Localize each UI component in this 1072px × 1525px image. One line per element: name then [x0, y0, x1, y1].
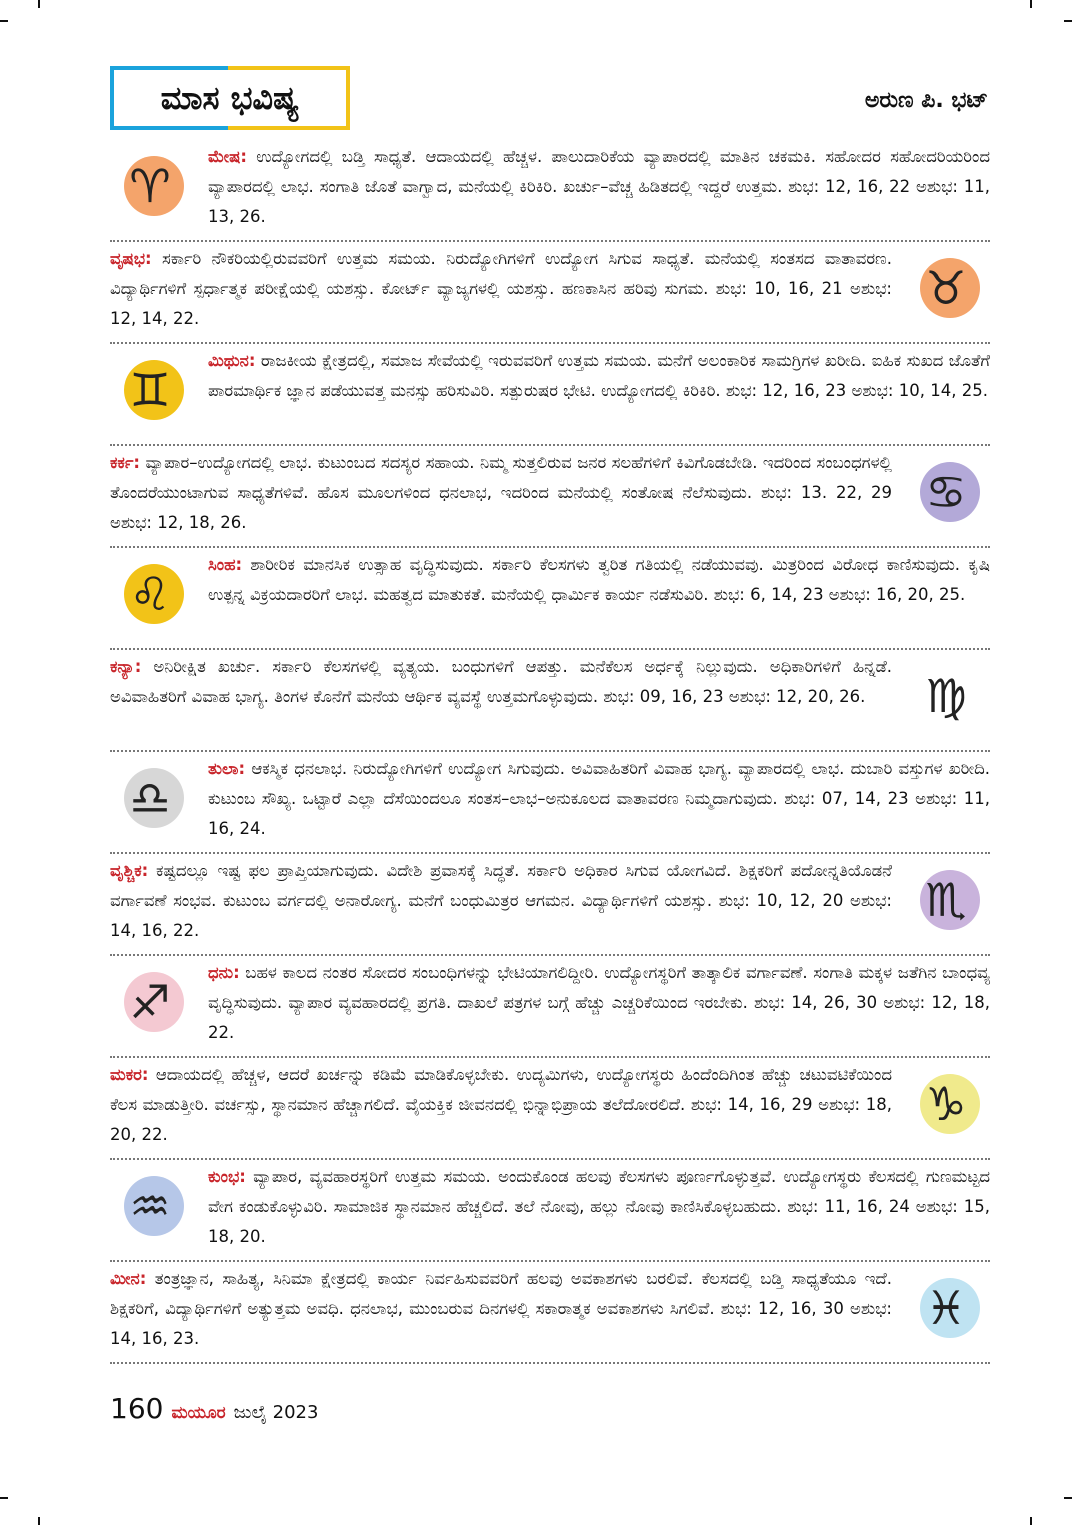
svg-text:♎: ♎ — [129, 771, 171, 825]
sign-label: ಮೀನ: — [110, 1269, 147, 1288]
sign-label: ಮೇಷ: — [208, 147, 247, 166]
svg-text:♌: ♌ — [129, 567, 171, 621]
libra-scales-icon — [110, 760, 190, 840]
crop-mark — [38, 0, 40, 8]
pisces-fish-icon — [906, 1270, 986, 1350]
entry-text — [208, 1162, 990, 1252]
crop-mark — [0, 1497, 8, 1499]
gemini-twins-icon — [110, 352, 190, 432]
author-name: ಅರುಣ ಪಿ. ಭಟ್ — [864, 88, 988, 113]
page-title: ಮಾಸ ಭವಿಷ್ಯ — [160, 79, 300, 117]
prediction-text: ಶಾರೀರಿಕ ಮಾನಸಿಕ ಉತ್ಸಾಹ ವೃದ್ಧಿಸುವುದು. ಸರ್ಕಾರಿ ಕೆಲಸಗಳು ತ್ವರಿತ ಗತಿಯಲ್ಲಿ ನಡೆಯುವವು. ಮಿತ್ರರಿಂದ ವಿರೋಧ ಕಾಣಿಸುವುದು. ಕೃಷಿ ಉತ್ಪನ್ನ ವಿಕ್ರಯದಾರರಿಗೆ ಲಾಭ. ಮಹತ್ವದ ಮಾತುಕತೆ. ಮನೆಯಲ್ಲಿ ಧಾರ್ಮಿಕ ಕಾರ್ಯ ನಡೆಸುವಿರಿ. ಶುಭ: 6, 14, 23 ಅಶುಭ: 16, 20, 25. — [208, 555, 990, 604]
sign-label: ಸಿಂಹ: — [208, 555, 243, 574]
sign-label: ಧನು: — [208, 963, 240, 982]
scorpio-scorpion-icon — [906, 862, 986, 942]
svg-text:♋: ♋ — [925, 465, 967, 519]
entry-text — [110, 244, 892, 334]
horoscope-entry — [110, 1060, 990, 1160]
virgo-maiden-icon — [906, 658, 986, 738]
aquarius-pitcher-icon — [110, 1168, 190, 1248]
svg-text:♊: ♊ — [129, 363, 171, 417]
sign-label: ಕನ್ಯಾ: — [110, 657, 142, 676]
crop-mark — [0, 20, 8, 22]
svg-text:♒: ♒ — [129, 1179, 171, 1233]
prediction-text: ತಂತ್ರಜ್ಞಾನ, ಸಾಹಿತ್ಯ, ಸಿನಿಮಾ ಕ್ಷೇತ್ರದಲ್ಲಿ ಕಾರ್ಯ ನಿರ್ವಹಿಸುವವರಿಗೆ ಹಲವು ಅವಕಾಶಗಳು ಬರಲಿವೆ. ಕೆಲಸದಲ್ಲಿ ಬಡ್ತಿ ಸಾಧ್ಯತೆಯೂ ಇದೆ. ಶಿಕ್ಷಕರಿಗೆ, ವಿದ್ಯಾರ್ಥಿಗಳಿಗೆ ಅತ್ಯುತ್ತಮ ಅವಧಿ. ಧನಲಾಭ, ಮುಂಬರುವ ದಿನಗಳಲ್ಲಿ ಸಕಾರಾತ್ಮಕ ಅವಕಾಶಗಳು ಸಿಗಲಿವೆ. ಶುಭ: 12, 16, 30 ಅಶುಭ: 14, 16, 23. — [110, 1269, 892, 1348]
entry-text — [110, 856, 892, 946]
svg-text:♍: ♍ — [925, 669, 967, 723]
prediction-text: ಬಹಳ ಕಾಲದ ನಂತರ ಸೋದರ ಸಂಬಂಧಿಗಳನ್ನು ಭೇಟಿಯಾಗಲಿದ್ದೀರಿ. ಉದ್ಯೋಗಸ್ಥರಿಗೆ ತಾತ್ಕಾಲಿಕ ವರ್ಗಾವಣೆ. ಸಂಗಾತಿ ಮಕ್ಕಳ ಜತೆಗಿನ ಬಾಂಧವ್ಯ ವೃದ್ಧಿಸುವುದು. ವ್ಯಾಪಾರ ವ್ಯವಹಾರದಲ್ಲಿ ಪ್ರಗತಿ. ದಾಖಲೆ ಪತ್ರಗಳ ಬಗ್ಗೆ ಹೆಚ್ಚು ಎಚ್ಚರಿಕೆಯಿಂದ ಇರಬೇಕು. ಶುಭ: 14, 26, 30 ಅಶುಭ: 12, 18, 22. — [208, 963, 990, 1042]
horoscope-entry — [110, 856, 990, 956]
taurus-bull-icon — [906, 250, 986, 330]
crop-mark — [1030, 0, 1032, 8]
prediction-text: ಕಷ್ಟದಲ್ಲೂ ಇಷ್ಟ ಫಲ ಪ್ರಾಪ್ತಿಯಾಗುವುದು. ವಿದೇಶಿ ಪ್ರವಾಸಕ್ಕೆ ಸಿದ್ಧತೆ. ಸರ್ಕಾರಿ ಅಧಿಕಾರ ಸಿಗುವ ಯೋಗವಿದೆ. ಶಿಕ್ಷಕರಿಗೆ ಪದೋನ್ನತಿಯೊಡನೆ ವರ್ಗಾವಣೆ ಸಂಭವ. ಕುಟುಂಬ ವರ್ಗದಲ್ಲಿ ಅನಾರೋಗ್ಯ. ಮನೆಗೆ ಬಂಧುಮಿತ್ರರ ಆಗಮನ. ವಿದ್ಯಾರ್ಥಿಗಳಿಗೆ ಯಶಸ್ಸು. ಶುಭ: 10, 12, 20 ಅಶುಭ: 14, 16, 22. — [110, 861, 892, 940]
entry-text — [110, 448, 892, 538]
entry-text — [110, 652, 892, 712]
sagittarius-archer-icon — [110, 964, 190, 1044]
prediction-text: ರಾಜಕೀಯ ಕ್ಷೇತ್ರದಲ್ಲಿ, ಸಮಾಜ ಸೇವೆಯಲ್ಲಿ ಇರುವವರಿಗೆ ಉತ್ತಮ ಸಮಯ. ಮನೆಗೆ ಅಲಂಕಾರಿಕ ಸಾಮಗ್ರಿಗಳ ಖರೀದಿ. ಐಹಿಕ ಸುಖದ ಜೊತೆಗೆ ಪಾರಮಾರ್ಥಿಕ ಜ್ಞಾನ ಪಡೆಯುವತ್ತ ಮನಸ್ಸು ಹರಿಸುವಿರಿ. ಸತ್ಪುರುಷರ ಭೇಟಿ. ಉದ್ಯೋಗದಲ್ಲಿ ಕಿರಿಕಿರಿ. ಶುಭ: 12, 16, 23 ಅಶುಭ: 10, 14, 25. — [208, 351, 990, 400]
horoscope-entry — [110, 550, 990, 650]
leo-lion-icon — [110, 556, 190, 636]
crop-mark — [1064, 1497, 1072, 1499]
prediction-text: ಉದ್ಯೋಗದಲ್ಲಿ ಬಡ್ತಿ ಸಾಧ್ಯತೆ. ಆದಾಯದಲ್ಲಿ ಹೆಚ್ಚಳ. ಪಾಲುದಾರಿಕೆಯ ವ್ಯಾಪಾರದಲ್ಲಿ ಮಾತಿನ ಚಕಮಕಿ. ಸಹೋದರ ಸಹೋದರಿಯರಿಂದ ವ್ಯಾಪಾರದಲ್ಲಿ ಲಾಭ. ಸಂಗಾತಿ ಜೊತೆ ವಾಗ್ವಾದ, ಮನೆಯಲ್ಲಿ ಕಿರಿಕಿರಿ. ಖರ್ಚು–ವೆಚ್ಚ ಹಿಡಿತದಲ್ಲಿ ಇದ್ದರೆ ಉತ್ತಮ. ಶುಭ: 12, 16, 22 ಅಶುಭ: 11, 13, 26. — [208, 147, 990, 226]
sign-label: ಮಕರ: — [110, 1065, 149, 1084]
svg-text:♈: ♈ — [129, 159, 171, 213]
entry-text — [208, 754, 990, 844]
page-number: 160 — [110, 1392, 164, 1425]
crop-mark — [1030, 1517, 1032, 1525]
capricorn-crocodile-icon — [906, 1066, 986, 1146]
horoscope-entry — [110, 244, 990, 344]
horoscope-entry — [110, 652, 990, 752]
entry-text — [110, 1264, 892, 1354]
entry-text — [208, 958, 990, 1048]
horoscope-entry — [110, 142, 990, 242]
horoscope-entry — [110, 1264, 990, 1364]
svg-text:♏: ♏ — [925, 873, 967, 927]
prediction-text: ಅನಿರೀಕ್ಷಿತ ಖರ್ಚು. ಸರ್ಕಾರಿ ಕೆಲಸಗಳಲ್ಲಿ ವ್ಯತ್ಯಯ. ಬಂಧುಗಳಿಗೆ ಆಪತ್ತು. ಮನೆಕೆಲಸ ಅರ್ಧಕ್ಕೆ ನಿಲ್ಲುವುದು. ಅಧಿಕಾರಿಗಳಿಗೆ ಹಿನ್ನಡೆ. ಅವಿವಾಹಿತರಿಗೆ ವಿವಾಹ ಭಾಗ್ಯ. ತಿಂಗಳ ಕೊನೆಗೆ ಮನೆಯ ಆರ್ಥಿಕ ವ್ಯವಸ್ಥೆ ಉತ್ತಮಗೊಳ್ಳುವುದು. ಶುಭ: 09, 16, 23 ಅಶುಭ: 12, 20, 26. — [110, 657, 892, 706]
sign-label: ವೃಷಭ: — [110, 249, 152, 268]
horoscope-entry — [110, 1162, 990, 1262]
entry-text — [110, 1060, 892, 1150]
sign-label: ತುಲಾ: — [208, 759, 246, 778]
prediction-text: ವ್ಯಾಪಾರ, ವ್ಯವಹಾರಸ್ಥರಿಗೆ ಉತ್ತಮ ಸಮಯ. ಅಂದುಕೊಂಡ ಹಲವು ಕೆಲಸಗಳು ಪೂರ್ಣಗೊಳ್ಳುತ್ತವೆ. ಉದ್ಯೋಗಸ್ಥರು ಕೆಲಸದಲ್ಲಿ ಗುಣಮಟ್ಟದ ವೇಗ ಕಂಡುಕೊಳ್ಳುವಿರಿ. ಸಾಮಾಜಿಕ ಸ್ಥಾನಮಾನ ಹೆಚ್ಚಲಿದೆ. ತಲೆ ನೋವು, ಹಲ್ಲು ನೋವು ಕಾಣಿಸಿಕೊಳ್ಳಬಹುದು. ಶುಭ: 11, 16, 24 ಅಶುಭ: 15, 18, 20. — [208, 1167, 990, 1246]
page-footer — [110, 1392, 318, 1425]
cancer-crab-icon — [906, 454, 986, 534]
sign-label: ಮಿಥುನ: — [208, 351, 256, 370]
sign-label: ಕುಂಭ: — [208, 1167, 246, 1186]
aries-ram-icon — [110, 148, 190, 228]
crop-mark — [1064, 20, 1072, 22]
horoscope-entry — [110, 346, 990, 446]
entry-text — [208, 550, 990, 610]
prediction-text: ಆಕಸ್ಮಿಕ ಧನಲಾಭ. ನಿರುದ್ಯೋಗಿಗಳಿಗೆ ಉದ್ಯೋಗ ಸಿಗುವುದು. ಅವಿವಾಹಿತರಿಗೆ ವಿವಾಹ ಭಾಗ್ಯ. ವ್ಯಾಪಾರದಲ್ಲಿ ಲಾಭ. ದುಬಾರಿ ವಸ್ತುಗಳ ಖರೀದಿ. ಕುಟುಂಬ ಸೌಖ್ಯ. ಒಟ್ಟಾರೆ ಎಲ್ಲಾ ದೆಸೆಯಿಂದಲೂ ಸಂತಸ–ಲಾಭ–ಅನುಕೂಲದ ವಾತಾವರಣ ನಿಮ್ಮದಾಗುವುದು. ಶುಭ: 07, 14, 23 ಅಶುಭ: 11, 16, 24. — [208, 759, 990, 838]
sign-label: ಕರ್ಕ: — [110, 453, 140, 472]
crop-mark — [38, 1517, 40, 1525]
prediction-text: ಸರ್ಕಾರಿ ನೌಕರಿಯಲ್ಲಿರುವವರಿಗೆ ಉತ್ತಮ ಸಮಯ. ನಿರುದ್ಯೋಗಿಗಳಿಗೆ ಉದ್ಯೋಗ ಸಿಗುವ ಸಾಧ್ಯತೆ. ಮನೆಯಲ್ಲಿ ಸಂತಸದ ವಾತಾವರಣ. ವಿದ್ಯಾರ್ಥಿಗಳಿಗೆ ಸ್ಪರ್ಧಾತ್ಮಕ ಪರೀಕ್ಷೆಯಲ್ಲಿ ಯಶಸ್ಸು. ಕೋರ್ಟ್ ವ್ಯಾಜ್ಯಗಳಲ್ಲಿ ಯಶಸ್ಸು. ಹಣಕಾಸಿನ ಹರಿವು ಸುಗಮ. ಶುಭ: 10, 16, 21 ಅಶುಭ: 12, 14, 22. — [110, 249, 892, 328]
prediction-text: ವ್ಯಾಪಾರ–ಉದ್ಯೋಗದಲ್ಲಿ ಲಾಭ. ಕುಟುಂಬದ ಸದಸ್ಯರ ಸಹಾಯ. ನಿಮ್ಮ ಸುತ್ತಲಿರುವ ಜನರ ಸಲಹೆಗಳಿಗೆ ಕಿವಿಗೊಡಬೇಡಿ. ಇದರಿಂದ ಸಂಬಂಧಗಳಲ್ಲಿ ತೊಂದರೆಯುಂಟಾಗುವ ಸಾಧ್ಯತೆಗಳಿವೆ. ಹೊಸ ಮೂಲಗಳಿಂದ ಧನಲಾಭ, ಇದರಿಂದ ಮನೆಯಲ್ಲಿ ಸಂತೋಷ ನೆಲೆಸುವುದು. ಶುಭ: 13. 22, 29 ಅಶುಭ: 12, 18, 26. — [110, 453, 892, 532]
svg-text:♉: ♉ — [925, 261, 967, 315]
svg-text:♓: ♓ — [925, 1281, 967, 1335]
issue-date: ಜುಲೈ 2023 — [233, 1402, 319, 1423]
svg-text:♑: ♑ — [925, 1077, 967, 1131]
horoscope-entry — [110, 448, 990, 548]
entry-text — [208, 142, 990, 232]
entry-text — [208, 346, 990, 406]
horoscope-entry — [110, 754, 990, 854]
magazine-logo: ಮಯೂರ — [171, 1403, 226, 1423]
sign-label: ವೃಶ್ಚಿಕ: — [110, 861, 149, 880]
prediction-text: ಆದಾಯದಲ್ಲಿ ಹೆಚ್ಚಳ, ಆದರೆ ಖರ್ಚನ್ನು ಕಡಿಮೆ ಮಾಡಿಕೊಳ್ಳಬೇಕು. ಉದ್ಯಮಿಗಳು, ಉದ್ಯೋಗಸ್ಥರು ಹಿಂದೆಂದಿಗಿಂತ ಹೆಚ್ಚು ಚಟುವಟಿಕೆಯಿಂದ ಕೆಲಸ ಮಾಡುತ್ತೀರಿ. ವರ್ಚಸ್ಸು, ಸ್ಥಾನಮಾನ ಹೆಚ್ಚಾಗಲಿದೆ. ವೈಯಕ್ತಿಕ ಜೀವನದಲ್ಲಿ ಭಿನ್ನಾಭಿಪ್ರಾಯ ತಲೆದೋರಲಿದೆ. ಶುಭ: 14, 16, 29 ಅಶುಭ: 18, 20, 22. — [110, 1065, 892, 1144]
horoscope-entry — [110, 958, 990, 1058]
svg-text:♐: ♐ — [129, 975, 171, 1029]
